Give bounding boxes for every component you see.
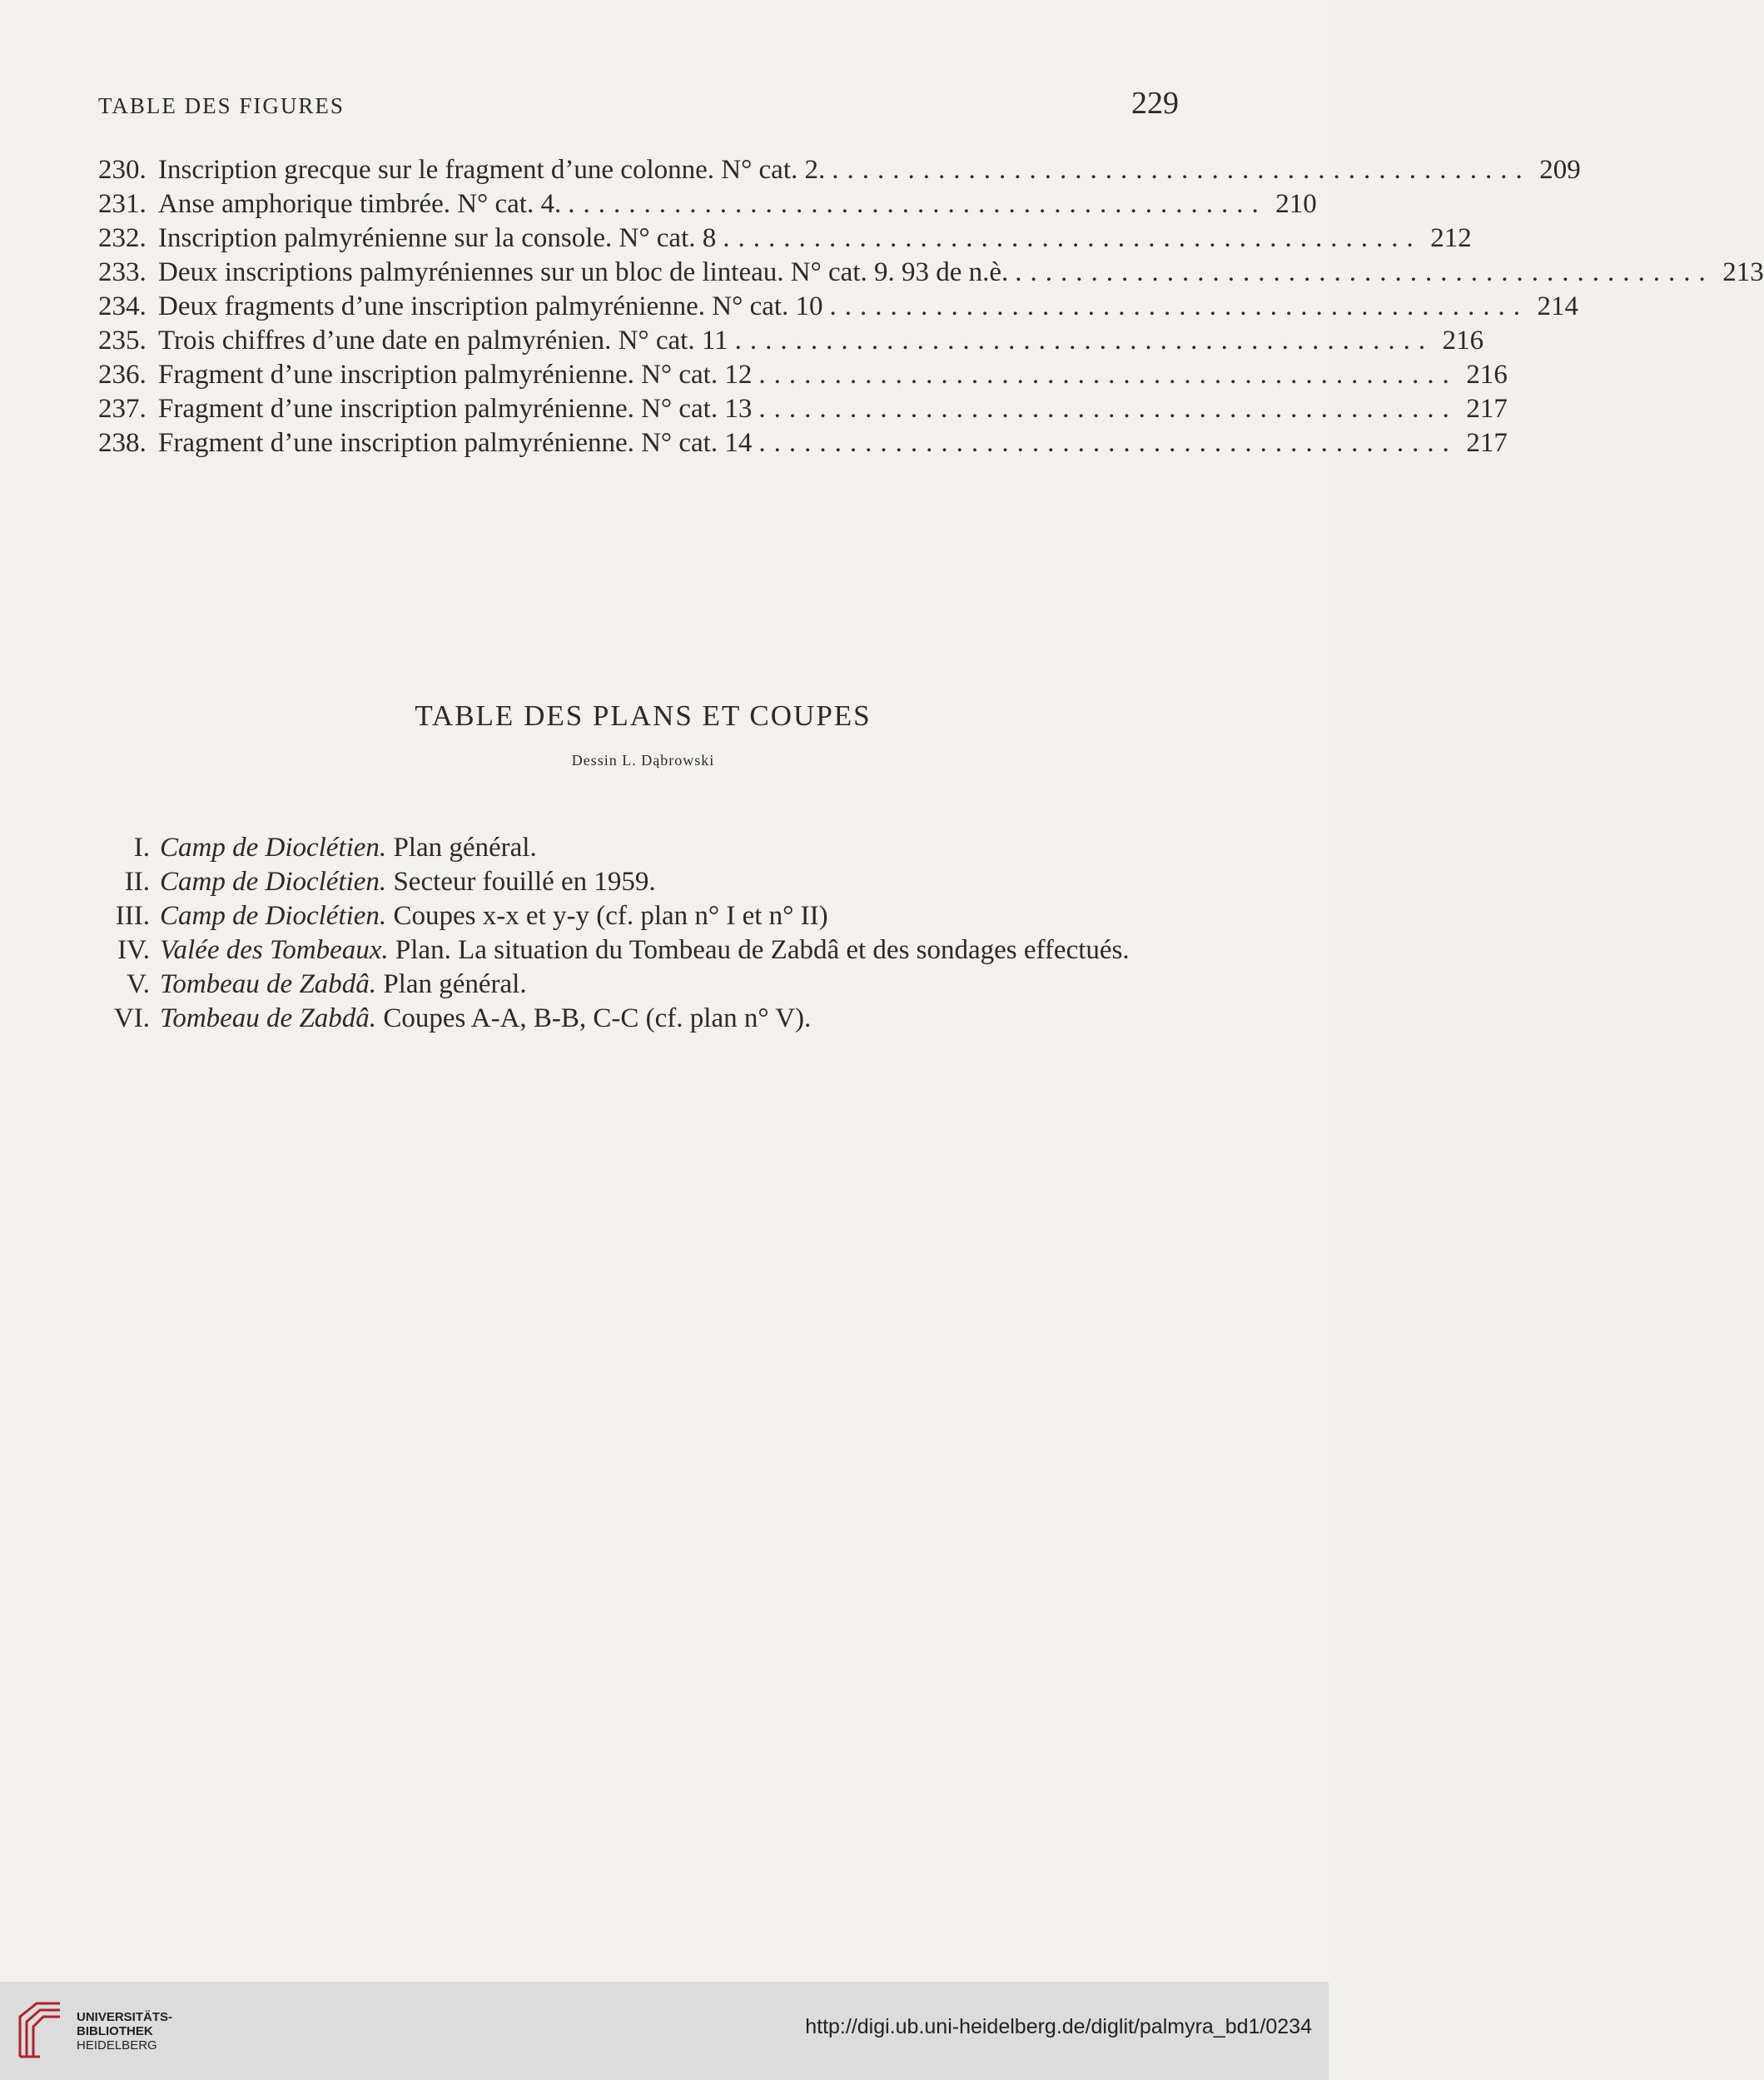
plan-description: Plan général.	[386, 833, 537, 863]
figure-list	[98, 155, 1764, 462]
dot-leader: ..............................................	[568, 189, 1267, 219]
plan-site: Camp de Dioclétien.	[160, 901, 387, 931]
figure-page: 216	[1442, 326, 1484, 356]
page-number: 229	[1131, 86, 1179, 121]
figure-number: 232.	[98, 223, 147, 253]
dot-leader: ..............................................	[832, 155, 1531, 185]
dot-leader: ..............................................	[734, 326, 1434, 356]
figure-entry	[98, 189, 1317, 223]
plan-number: VI.	[113, 1003, 150, 1033]
plan-number: II.	[124, 867, 150, 897]
figure-number: 231.	[98, 189, 147, 219]
figure-number: 233.	[98, 257, 147, 287]
figure-caption: Fragment d’une inscription palmyrénienne. N° cat. 12	[158, 360, 753, 390]
library-name	[77, 2010, 172, 2053]
figure-entry	[98, 155, 1581, 189]
figure-page: 209	[1539, 155, 1581, 185]
library-name-line: HEIDELBERG	[77, 2038, 157, 2053]
library-name-line: UNIVERSITÄTS-	[77, 2010, 173, 2024]
figure-page: 216	[1466, 360, 1508, 390]
figure-entry	[98, 428, 1508, 462]
plan-description: Plan. La situation du Tombeau de Zabdâ et des sondages effectués.	[388, 935, 1130, 965]
figure-number: 238.	[98, 428, 147, 458]
figure-page: 210	[1275, 189, 1317, 219]
figure-page: 213	[1722, 257, 1764, 287]
plan-list	[92, 831, 1132, 1036]
plan-entry	[92, 1002, 1132, 1036]
figure-page: 214	[1537, 291, 1579, 321]
figure-entry	[98, 360, 1508, 394]
figure-caption: Inscription palmyrénienne sur la console. N° cat. 8	[158, 223, 717, 253]
figure-entry	[98, 257, 1764, 291]
plan-description: Secteur fouillé en 1959.	[386, 867, 656, 897]
plan-number: IV.	[117, 935, 150, 965]
plan-entry	[92, 899, 1132, 933]
source-url-link[interactable]: http://digi.ub.uni-heidelberg.de/diglit/palmyra_bd1/0234	[805, 2015, 1312, 2038]
dot-leader: ..............................................	[723, 223, 1422, 253]
plan-site: Tombeau de Zabdâ.	[160, 1003, 377, 1033]
dot-leader: ..............................................	[829, 291, 1529, 321]
plan-number: I.	[133, 833, 150, 863]
figure-number: 236.	[98, 360, 147, 390]
figure-page: 217	[1466, 428, 1508, 458]
figure-entry	[98, 223, 1472, 257]
figure-caption: Deux inscriptions palmyréniennes sur un bloc de linteau. N° cat. 9. 93 de n.è.	[158, 257, 1009, 287]
plan-site: Camp de Dioclétien.	[160, 833, 387, 863]
figure-caption: Inscription grecque sur le fragment d’une colonne. N° cat. 2.	[158, 155, 826, 185]
library-logo-icon	[15, 1998, 65, 2063]
plan-number: III.	[115, 901, 150, 931]
figure-caption: Fragment d’une inscription palmyrénienne. N° cat. 14	[158, 428, 753, 458]
footer-bar	[0, 1982, 1329, 2080]
figure-caption: Anse amphorique timbrée. N° cat. 4.	[158, 189, 562, 219]
figure-page: 217	[1466, 394, 1508, 424]
figure-entry	[98, 394, 1508, 428]
section-credit: Dessin L. Dąbrowski	[571, 752, 715, 769]
plan-description: Coupes x-x et y-y (cf. plan n° I et n° II)	[386, 901, 828, 931]
library-name-line: BIBLIOTHEK	[77, 2024, 153, 2038]
plan-entry	[92, 865, 1132, 899]
plan-entry	[92, 933, 1132, 968]
plan-entry	[92, 968, 1132, 1002]
plan-number: V.	[127, 969, 150, 999]
plan-description: Plan général.	[376, 969, 527, 999]
figure-number: 234.	[98, 291, 147, 321]
figure-caption: Deux fragments d’une inscription palmyrénienne. N° cat. 10	[158, 291, 823, 321]
plan-site: Tombeau de Zabdâ.	[160, 969, 377, 999]
figure-page: 212	[1430, 223, 1472, 253]
figure-caption: Trois chiffres d’une date en palmyrénien. N° cat. 11	[158, 326, 728, 356]
figure-number: 230.	[98, 155, 147, 185]
section-title: TABLE DES PLANS ET COUPES	[415, 699, 872, 732]
plan-site: Camp de Dioclétien.	[160, 867, 387, 897]
plan-site: Valée des Tombeaux.	[160, 935, 389, 965]
dot-leader: ..............................................	[758, 428, 1458, 458]
figure-entry	[98, 326, 1484, 360]
figure-number: 237.	[98, 394, 147, 424]
plan-entry	[92, 831, 1132, 865]
figure-entry	[98, 291, 1579, 326]
running-head: TABLE DES FIGURES	[98, 93, 345, 118]
dot-leader: ..............................................	[758, 394, 1458, 424]
figure-number: 235.	[98, 326, 147, 356]
dot-leader: ..............................................	[1015, 257, 1714, 287]
plan-description: Coupes A-A, B-B, C-C (cf. plan n° V).	[376, 1003, 812, 1033]
figure-caption: Fragment d’une inscription palmyrénienne. N° cat. 13	[158, 394, 753, 424]
dot-leader: ..............................................	[758, 360, 1458, 390]
